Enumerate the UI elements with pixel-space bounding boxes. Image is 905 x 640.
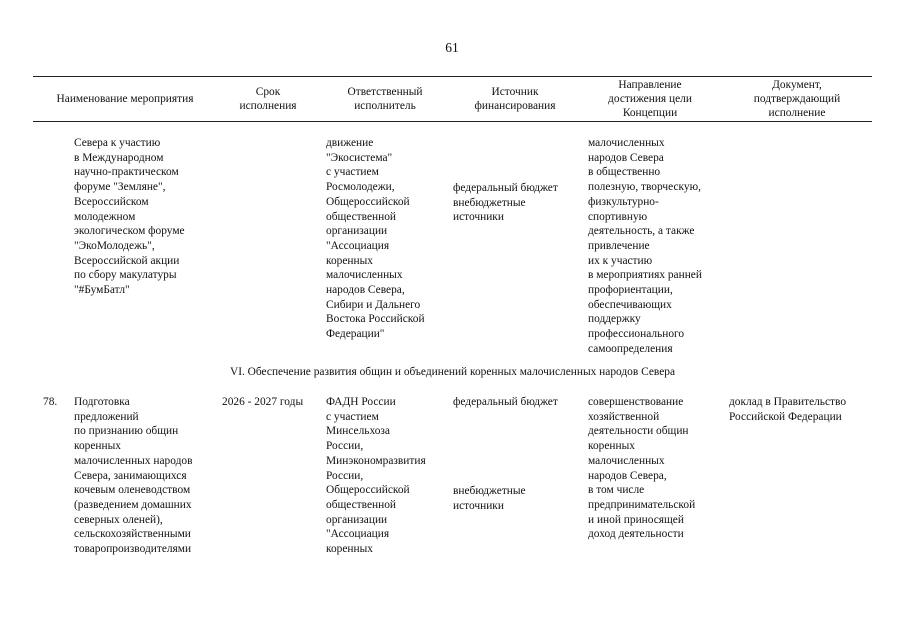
text-line: Срок — [255, 86, 281, 98]
text-line: финансирования — [474, 100, 556, 113]
text-line: экологическом форуме — [74, 225, 185, 238]
text-line: Федерации" — [326, 328, 385, 341]
text-line: в том числе — [588, 484, 645, 497]
text-line: физкультурно- — [588, 195, 659, 208]
section-title: VI. Обеспечение развития общин и объединений коренных малочисленных народов Севера — [229, 366, 676, 378]
text-line: исполнение — [768, 107, 826, 120]
text-line: совершенствование — [588, 396, 684, 408]
continued-executor-cell — [326, 136, 425, 342]
text-line: малочисленных — [588, 454, 665, 467]
row-78-term-cell: 2026 - 2027 годы — [222, 396, 304, 408]
text-line: коренных — [326, 543, 373, 556]
text-line: общественной — [326, 498, 396, 511]
text-line: северных оленей), — [74, 513, 163, 526]
text-line: Севера к участию — [74, 137, 161, 149]
continued-name-cell — [74, 136, 185, 298]
row-78-direction-cell — [588, 395, 695, 542]
text-line: хозяйственной — [588, 410, 660, 423]
text-line: коренных — [326, 254, 373, 267]
text-line: организации — [326, 225, 388, 238]
text-line: Подготовка — [74, 396, 130, 408]
row-78-document-cell — [729, 395, 846, 424]
text-line: народов Севера, — [588, 469, 667, 482]
text-line: товаропроизводителями — [74, 543, 192, 556]
header-executor — [320, 85, 450, 113]
text-line: Концепции — [622, 107, 678, 120]
text-line: в мероприятиях ранней — [588, 269, 702, 282]
header-document — [722, 78, 872, 121]
text-line: в общественно — [588, 166, 661, 179]
text-line: источники — [453, 499, 504, 512]
text-line: кочевым оленеводством — [74, 484, 191, 497]
row-78-source-extrabudget — [453, 484, 526, 513]
header-term — [218, 85, 318, 113]
text-line: исполнения — [239, 100, 297, 113]
text-line: общественной — [326, 210, 396, 223]
text-line: их к участию — [588, 254, 653, 267]
text-line: малочисленных — [326, 269, 403, 282]
text-line: "ЭкоМолодежь", — [74, 239, 155, 252]
text-line: источники — [453, 211, 504, 224]
text-line: деятельность, а также — [588, 225, 695, 238]
text-line: "Ассоциация — [326, 239, 390, 252]
continued-direction-cell — [588, 136, 702, 357]
text-line: предпринимательской — [588, 498, 696, 511]
text-line: доход деятельности — [588, 528, 684, 541]
text-line: Общероссийской — [326, 195, 410, 208]
text-line: коренных — [74, 440, 121, 453]
text-line: коренных — [588, 440, 635, 453]
text-line: Наименование мероприятия — [56, 93, 194, 105]
header-direction — [580, 78, 720, 121]
row-78-executor-cell — [326, 395, 426, 557]
text-line: достижения цели — [608, 93, 692, 106]
text-line: Общероссийской — [326, 484, 410, 497]
text-line: Направление — [618, 79, 682, 91]
row-78-source-federal: федеральный бюджет — [453, 396, 558, 408]
text-line: малочисленных — [588, 137, 665, 149]
text-line: народов Севера, — [326, 284, 405, 297]
header-bottom-rule — [33, 121, 872, 122]
text-line: Востока Российской — [326, 313, 425, 326]
text-line: полезную, творческую, — [588, 181, 701, 194]
text-line: Ответственный — [347, 86, 423, 98]
text-line: Севера, занимающихся — [74, 469, 187, 482]
text-line: Сибири и Дальнего — [326, 298, 421, 311]
text-line: самоопределения — [588, 342, 673, 355]
text-line: Всероссийском — [74, 195, 149, 208]
text-line: Минсельхоза — [326, 425, 390, 438]
row-78-number: 78. — [43, 396, 58, 408]
text-line: Росмолодежи, — [326, 181, 395, 194]
text-line: народов Севера — [588, 151, 664, 164]
text-line: предложений — [74, 410, 139, 423]
text-line: (разведением домашних — [74, 498, 192, 511]
text-line: ФАДН России — [326, 396, 396, 408]
header-name — [35, 92, 215, 106]
text-line: обеспечивающих — [588, 298, 672, 311]
text-line: профессионального — [588, 328, 685, 341]
text-line: поддержку — [588, 313, 641, 326]
text-line: по сбору макулатуры — [74, 269, 177, 282]
text-line: внебюджетные — [453, 196, 526, 209]
text-line: деятельности общин — [588, 425, 689, 438]
text-line: внебюджетные — [453, 485, 526, 497]
text-line: привлечение — [588, 239, 650, 252]
table-top-rule — [33, 76, 872, 77]
text-line: Всероссийской акции — [74, 254, 180, 267]
text-line: "Ассоциация — [326, 528, 390, 541]
text-line: спортивную — [588, 210, 648, 223]
text-line: "#БумБатл" — [74, 284, 130, 297]
text-line: с участием — [326, 410, 379, 423]
header-source — [450, 85, 580, 113]
text-line: по признанию общин — [74, 425, 179, 438]
text-line: и иной приносящей — [588, 513, 684, 526]
text-line: организации — [326, 513, 388, 526]
text-line: форуме "Земляне", — [74, 181, 166, 194]
text-line: Минэкономразвития — [326, 454, 426, 467]
text-line: исполнитель — [354, 100, 416, 113]
text-line: с участием — [326, 166, 379, 179]
text-line: в Международном — [74, 151, 164, 164]
text-line: молодежном — [74, 210, 136, 223]
text-line: России, — [326, 440, 364, 453]
text-line: федеральный бюджет — [453, 182, 558, 194]
row-78-name-cell — [74, 395, 192, 557]
text-line: доклад в Правительство — [729, 396, 847, 408]
text-line: Российской Федерации — [729, 410, 842, 423]
text-line: научно-практическом — [74, 166, 179, 179]
text-line: малочисленных народов — [74, 454, 193, 467]
text-line: профориентации, — [588, 284, 673, 297]
page-number: 61 — [445, 40, 459, 55]
text-line: движение — [326, 137, 374, 149]
text-line: сельскохозяйственными — [74, 528, 191, 541]
text-line: Источник — [491, 86, 539, 98]
text-line: "Экосистема" — [326, 151, 393, 164]
text-line: России, — [326, 469, 364, 482]
text-line: Документ, — [772, 79, 822, 91]
text-line: подтверждающий — [753, 93, 841, 106]
continued-source-cell — [453, 181, 558, 225]
